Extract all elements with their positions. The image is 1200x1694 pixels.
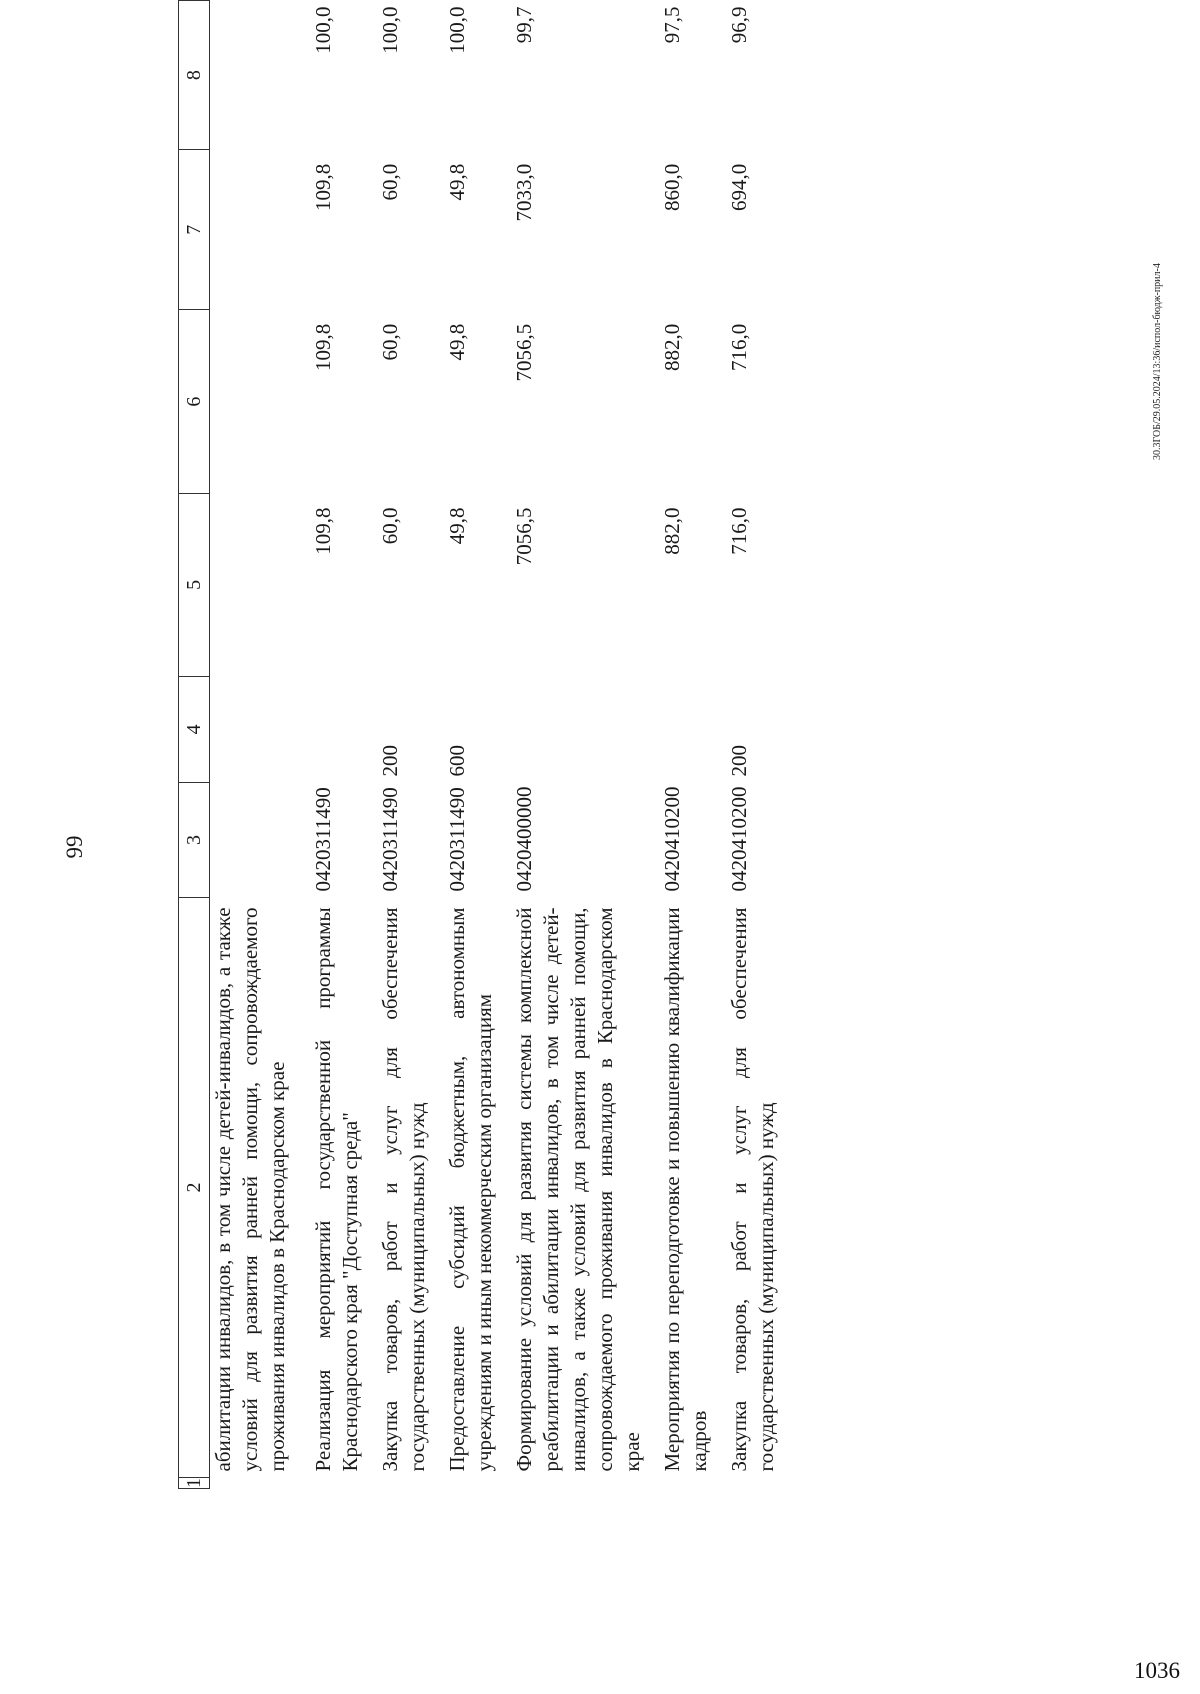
- row-vr: [646, 676, 713, 782]
- table-row: [210, 1, 298, 1489]
- row-value-8: 97,5: [660, 6, 684, 44]
- row-code: 0420311490: [311, 787, 335, 892]
- row-value-5: 109,8: [311, 507, 335, 555]
- row-value-5: 7056,5: [512, 507, 536, 566]
- table-row: [713, 1, 780, 1489]
- row-value-6: [210, 310, 298, 494]
- row-value-6: 7056,5: [512, 323, 536, 382]
- column-header: 5: [179, 493, 210, 676]
- footer-code: 30.3ГОБ/29.05.2024/13:36/испол-бюдж-прил-4: [1152, 263, 1163, 460]
- column-header: 6: [179, 310, 210, 494]
- page-number: 99: [62, 835, 87, 859]
- row-value-7: 49,8: [445, 163, 469, 201]
- row-vr: 200: [727, 744, 751, 777]
- column-header: 1: [179, 1478, 210, 1489]
- row-value-5: 60,0: [378, 507, 402, 545]
- row-vr: 600: [445, 744, 469, 777]
- table-row: [431, 1, 498, 1489]
- row-value-5: [210, 493, 298, 676]
- row-vr: 200: [378, 744, 402, 777]
- row-value-6: 49,8: [445, 323, 469, 361]
- column-header: 2: [179, 897, 210, 1477]
- row-value-7: 60,0: [378, 163, 402, 201]
- table-row: [498, 1, 646, 1489]
- row-value-5: 49,8: [445, 507, 469, 545]
- row-value-8: [210, 1, 298, 150]
- sheet-number: 1036: [1134, 1658, 1180, 1683]
- row-vr: [297, 676, 364, 782]
- row-name: абилитации инвалидов, в том числе детей-инвалидов, а также условий для развития ранней помощи, сопровождаемого проживания инвалидов в Краснодарском крае: [211, 907, 289, 1472]
- row-name: Реализация мероприятий государственной программы Краснодарского края "Доступная среда": [311, 907, 362, 1472]
- row-value-8: 96,9: [727, 6, 751, 44]
- budget-table: [178, 0, 780, 1489]
- row-value-7: 694,0: [727, 163, 751, 212]
- row-value-7: 860,0: [660, 163, 684, 212]
- row-value-5: 882,0: [660, 507, 684, 555]
- row-value-6: 882,0: [660, 323, 684, 371]
- row-value-7: 109,8: [311, 163, 335, 212]
- row-name: Формирование условий для развития системы комплексной реабилитации и абилитации инвалидов, в том числе детей-инвалидов, а также условий для развития ранней помощи, сопровождаемого проживания инвалидов в Краснодарском крае: [512, 907, 644, 1472]
- row-name: Закупка товаров, работ и услуг для обеспечения государственных (муниципальных) нужд: [727, 907, 778, 1472]
- column-header: 3: [179, 782, 210, 897]
- row-value-8: 100,0: [378, 6, 402, 54]
- row-code: [210, 782, 298, 897]
- row-code: 0420410200: [727, 786, 751, 892]
- row-name: Закупка товаров, работ и услуг для обеспечения государственных (муниципальных) нужд: [378, 907, 429, 1472]
- row-code: 0420311490: [445, 787, 469, 892]
- row-value-6: 109,8: [311, 323, 335, 371]
- row-value-5: 716,0: [727, 507, 751, 555]
- column-header: 4: [179, 676, 210, 782]
- row-value-7: 7033,0: [512, 163, 536, 222]
- row-value-8: 100,0: [445, 6, 469, 54]
- row-value-8: 99,7: [512, 6, 536, 44]
- row-name: Предоставление субсидий бюджетным, автономным учреждениям и иным некоммерческим организациям: [445, 907, 496, 1472]
- row-value-8: 100,0: [311, 6, 335, 54]
- row-value-6: 60,0: [378, 323, 402, 361]
- column-header: 7: [179, 150, 210, 310]
- table-header: [179, 1, 210, 1489]
- row-vr: [498, 676, 646, 782]
- table-row: [646, 1, 713, 1489]
- row-vr: [210, 676, 298, 782]
- table-row: [297, 1, 364, 1489]
- column-header: 8: [179, 1, 210, 150]
- row-code: 0420311490: [378, 787, 402, 892]
- row-code: 0420410200: [660, 786, 684, 892]
- row-name: Мероприятия по переподготовке и повышению квалификации кадров: [660, 907, 711, 1472]
- table-row: [364, 1, 431, 1489]
- row-value-6: 716,0: [727, 323, 751, 371]
- row-code: 0420400000: [512, 786, 536, 892]
- row-value-7: [210, 150, 298, 310]
